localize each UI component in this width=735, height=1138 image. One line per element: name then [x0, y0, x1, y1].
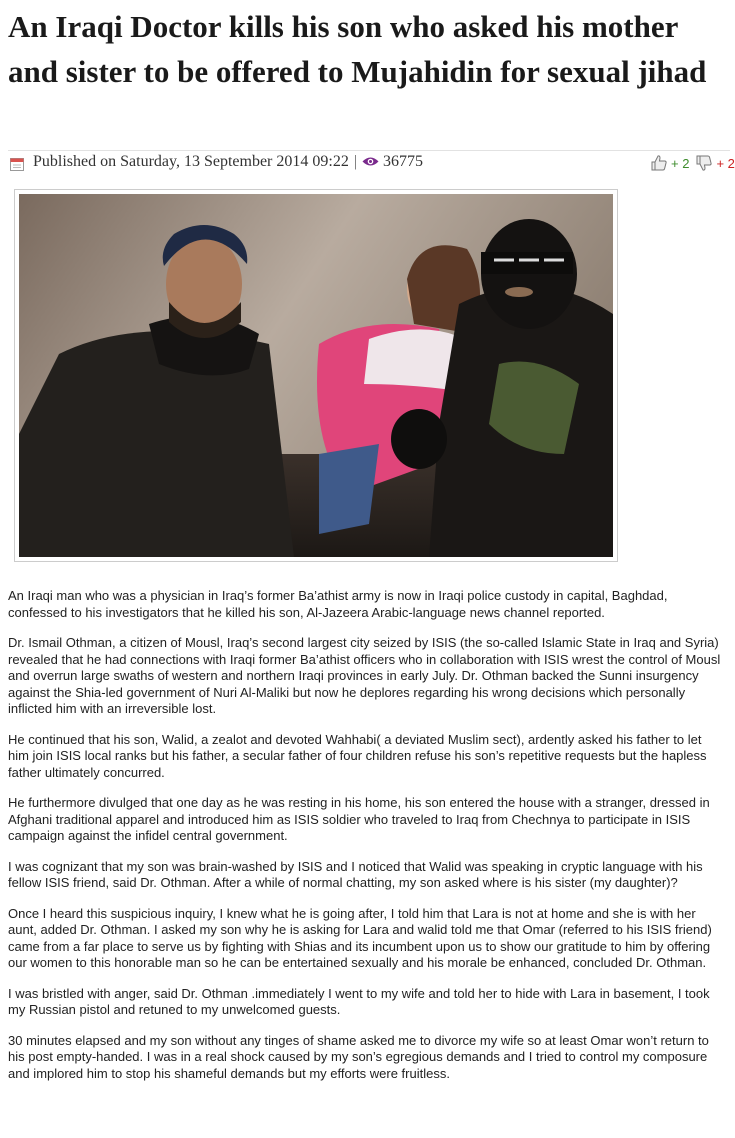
vote-panel	[650, 154, 735, 172]
thumbs-up-icon[interactable]	[650, 154, 668, 172]
article-paragraph: I was bristled with anger, said Dr. Othman .immediately I went to my wife and told her to hide with Lara in basement, I took my Russian pistol and retuned to my unwelcomed guests.	[8, 985, 710, 1017]
votes-up-count: + 2	[671, 156, 690, 171]
meta-separator: |	[353, 153, 358, 170]
published-date: Saturday, 13 September 2014 09:22	[120, 153, 349, 170]
article-body	[8, 588, 724, 1096]
eye-icon	[362, 156, 379, 167]
article-meta	[8, 150, 735, 177]
article-paragraph: He continued that his son, Walid, a zealot and devoted Wahhabi( a deviated Muslim sect), ardently asked his father to let him join ISIS local ranks but his father, a secular father of four children refuse his son’s repetitive requests but the hapless father ultimately concurred.	[8, 731, 707, 780]
article-paragraph: 30 minutes elapsed and my son without any tinges of shame asked me to divorce my wife so at least Omar won’t return to his post empty-handed. I was in a real shock caused by my son’s egregious demands and I tried to control my composure and implored him to stop his shameful demands but my efforts were fruitless.	[8, 1032, 709, 1081]
published-label: Published on	[33, 153, 117, 170]
votes-down-count: + 2	[716, 156, 735, 171]
article-paragraph: He furthermore divulged that one day as he was resting in his home, his son entered the house with a stranger, dressed in Afghani traditional apparel and introduced him as ISIS soldier who traveled to Iraq from Chechnya to participate in ISIS campaign against the infidel central government.	[8, 795, 710, 843]
article-paragraph: Dr. Ismail Othman, a citizen of Mousl, Iraq’s second largest city seized by ISIS (the so-called Islamic State in Iraq and Syria) revealed that he had connections with Iraqi former Ba’athist officers who in collaboration with ISIS wrest the control of Mousl and overrun large swaths of western and northern Iraqi provinces in early July. Dr. Othman backed the Sunni insurgency against the Shia-led government of Nuri Al-Maliki but now he deplores regarding his wrong decisions which personally inflicted him with an irreversible lost.	[8, 635, 721, 716]
view-count: 36775	[383, 153, 424, 170]
article-paragraph: I was cognizant that my son was brain-washed by ISIS and I noticed that Walid was speaking in cryptic language with his fellow ISIS friend, said Dr. Othman. After a while of normal chatting, my son asked where is his sister (my daughter)?	[8, 858, 703, 890]
publish-info	[33, 153, 423, 171]
article-paragraph: Once I heard this suspicious inquiry, I knew what he is going after, I told him that Lara is not at home and she is with her aunt, added Dr. Othman. I asked my son why he is asking for Lara and walid told me that Omar (referred to his ISIS friend) came from a far place to serve us by fighting with Shias and its incumbent upon us to show our gratitude to him by offering our women to this honorable man so he can be entertained sexually and his morale be enhanced, concluded Dr. Othman.	[8, 905, 712, 970]
thumbs-down-icon[interactable]	[695, 154, 713, 172]
article-title: An Iraqi Doctor kills his son who asked his mother and sister to be offered to Mujahidin for sexual jihad	[8, 9, 707, 89]
article-photo	[14, 189, 618, 562]
article-paragraph: An Iraqi man who was a physician in Iraq’s former Ba’athist army is now in Iraqi police custody in capital, Baghdad, confessed to his investigators that he killed his son, Al-Jazeera Arabic-language news channel reported.	[8, 588, 668, 620]
calendar-icon	[10, 157, 24, 171]
photo-illustration	[19, 194, 613, 557]
